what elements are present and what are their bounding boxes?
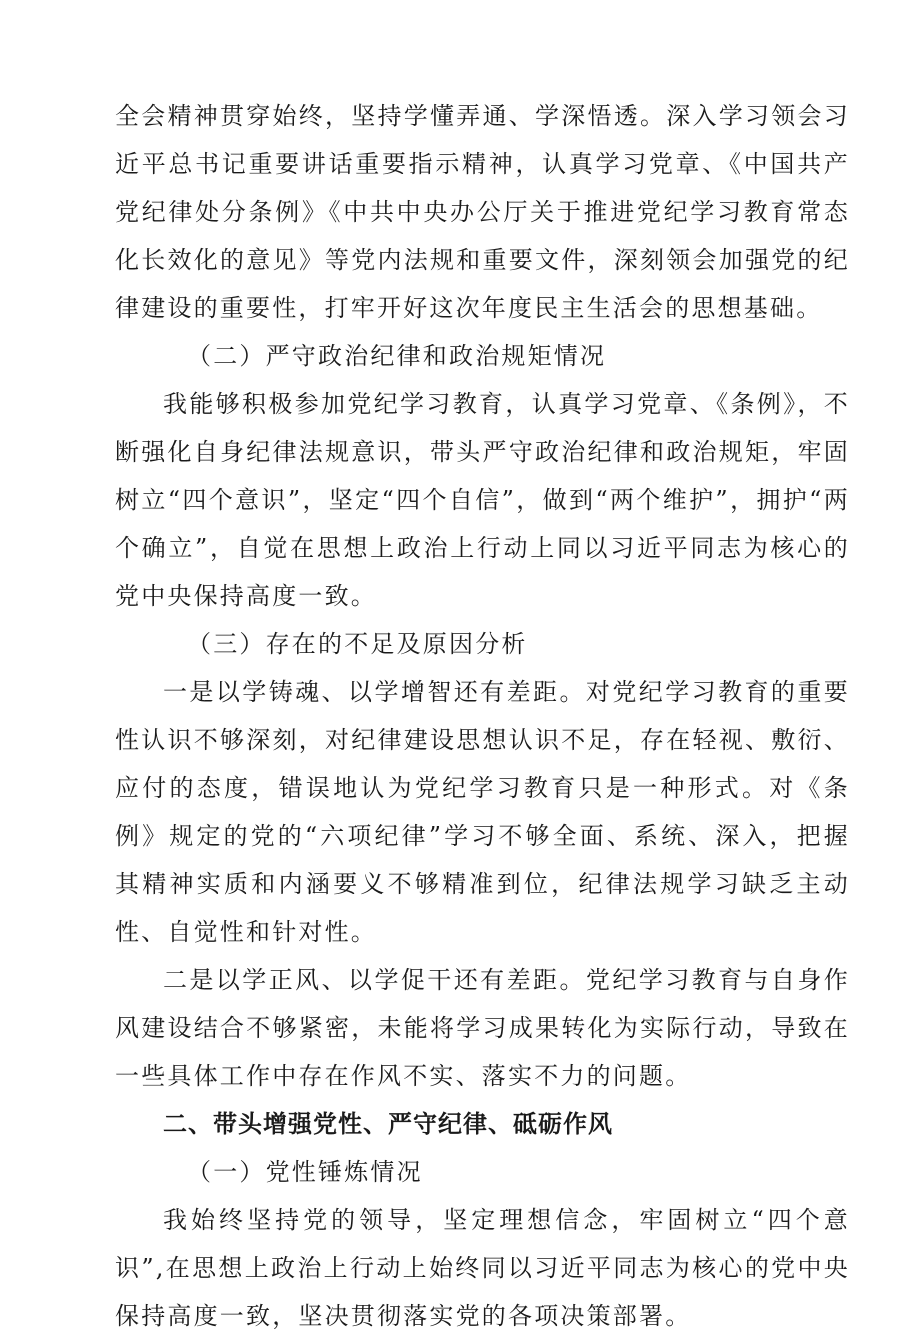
sub-heading-political-discipline: （二）严守政治纪律和政治规矩情况 bbox=[187, 342, 607, 370]
paragraph: 二是以学正风、以学促干还有差距。党纪学习教育与自身作风建设结合不够紧密，未能将学习成果转化为实际行动，导致在一些具体工作中存在作风不实、落实不力的问题。 bbox=[115, 966, 850, 1090]
sub-heading-party-spirit: （一）党性锤炼情况 bbox=[187, 1158, 423, 1186]
paragraph: 我始终坚持党的领导，坚定理想信念，牢固树立“四个意识”,在思想上政治上行动上始终同以习近平同志为核心的党中央保持高度一致，坚决贯彻落实党的各项决策部署。 bbox=[115, 1206, 850, 1330]
paragraph-continued: 全会精神贯穿始终，坚持学懂弄通、学深悟透。深入学习领会习近平总书记重要讲话重要指示精神，认真学习党章、《中国共产党纪律处分条例》《中共中央办公厅关于推进党纪学习教育常态化长效化的意见》等党内法规和重要文件，深刻领会加强党的纪律建设的重要性，打牢开好这次年度民主生活会的思想基础。 bbox=[115, 102, 850, 322]
paragraph: 一是以学铸魂、以学增智还有差距。对党纪学习教育的重要性认识不够深刻，对纪律建设思想认识不足，存在轻视、敷衍、应付的态度，错误地认为党纪学习教育只是一种形式。对《条例》规定的党的“六项纪律”学习不够全面、系统、深入，把握其精神实质和内涵要义不够精准到位，纪律法规学习缺乏主动性、自觉性和针对性。 bbox=[115, 678, 850, 946]
paragraph: 我能够积极参加党纪学习教育，认真学习党章、《条例》，不断强化自身纪律法规意识，带头严守政治纪律和政治规矩，牢固树立“四个意识”，坚定“四个自信”，做到“两个维护”，拥护“两个确立”，自觉在思想上政治上行动上同以习近平同志为核心的党中央保持高度一致。 bbox=[115, 390, 850, 610]
section-heading: 二、带头增强党性、严守纪律、砥砺作风 bbox=[163, 1110, 613, 1138]
sub-heading-shortcomings: （三）存在的不足及原因分析 bbox=[187, 630, 528, 658]
